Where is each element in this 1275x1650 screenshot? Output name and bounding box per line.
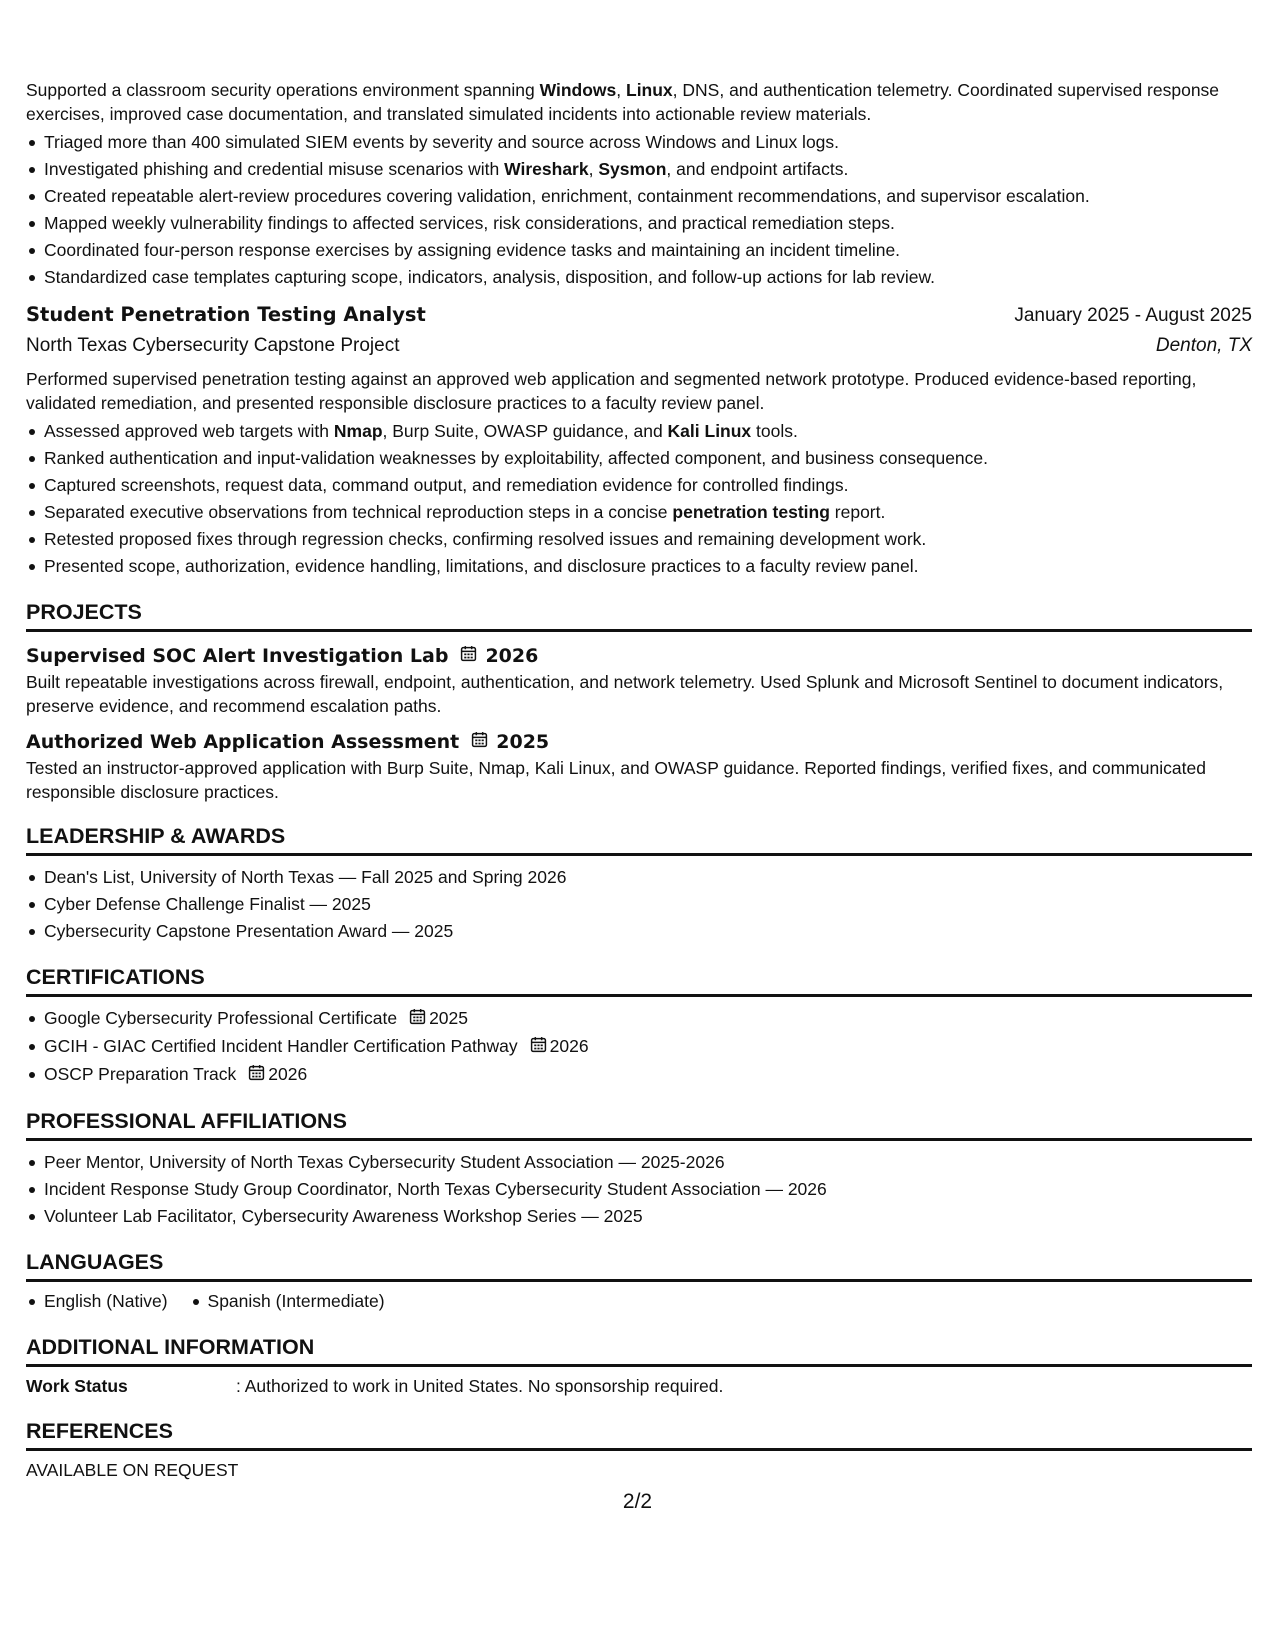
bullet-item bbox=[44, 418, 1252, 445]
text-segment: Triaged more than 400 simulated SIEM events by severity and source across Windows and Linux logs. bbox=[44, 132, 840, 152]
certification-year: 2026 bbox=[268, 1063, 308, 1084]
bullet-item bbox=[44, 526, 1252, 553]
certification-year: 2025 bbox=[429, 1008, 469, 1028]
section-title-additional: ADDITIONAL INFORMATION bbox=[26, 1333, 1252, 1367]
job-location: Denton, TX bbox=[1155, 335, 1252, 356]
list-item: English (Native) bbox=[44, 1288, 168, 1315]
text-segment: Assessed approved web targets with bbox=[44, 421, 334, 441]
bold-keyword: Nmap bbox=[333, 421, 383, 441]
list-item: Spanish (Intermediate) bbox=[208, 1288, 385, 1315]
project-header bbox=[26, 642, 1252, 670]
project-description: Built repeatable investigations across firewall, endpoint, authentication, and network telemetry. Used Splunk and Microsoft Sentinel to document indicators, preserve evidence, and recommend escalation paths. bbox=[26, 672, 1224, 716]
job-organization: North Texas Cybersecurity Capstone Project bbox=[26, 335, 400, 356]
list-item: Peer Mentor, University of North Texas Cybersecurity Student Association — 2025-2026 bbox=[44, 1149, 1252, 1176]
text-segment: Separated executive observations from technical reproduction steps in a concise bbox=[44, 502, 673, 522]
references-text: AVAILABLE ON REQUEST bbox=[26, 1459, 239, 1480]
text-segment: tools. bbox=[751, 421, 798, 441]
bullet-item bbox=[44, 156, 1252, 183]
bullet-item bbox=[44, 445, 1252, 472]
text-segment: , bbox=[616, 80, 626, 100]
job-subheader bbox=[26, 331, 1252, 361]
experience-entry-2 bbox=[26, 300, 1252, 580]
text-segment: Supported a classroom security operations environment spanning bbox=[26, 80, 540, 100]
project-year: 2025 bbox=[496, 731, 550, 753]
project-entry bbox=[26, 642, 1252, 718]
text-segment: Coordinated four-person response exercises by assigning evidence tasks and maintaining an incident timeline. bbox=[44, 240, 901, 260]
calendar-icon bbox=[248, 1062, 265, 1089]
bullet-item bbox=[44, 499, 1252, 526]
list-item: Cyber Defense Challenge Finalist — 2025 bbox=[44, 891, 1252, 918]
bold-keyword: Wireshark bbox=[504, 159, 589, 179]
project-title: Authorized Web Application Assessment bbox=[26, 731, 460, 753]
experience-summary bbox=[26, 78, 1252, 126]
section-title-projects: PROJECTS bbox=[26, 598, 1252, 632]
calendar-icon bbox=[471, 731, 488, 753]
list-item: Incident Response Study Group Coordinator, North Texas Cybersecurity Student Association — 2026 bbox=[44, 1176, 1252, 1203]
resume-page bbox=[26, 78, 1252, 1483]
bullet-item bbox=[44, 553, 1252, 580]
section-title-certifications: CERTIFICATIONS bbox=[26, 963, 1252, 997]
job-header bbox=[26, 300, 1252, 331]
experience-entry-1 bbox=[26, 78, 1252, 291]
page-number: 2/2 bbox=[622, 1490, 653, 1513]
list-item bbox=[44, 1061, 1252, 1089]
project-header bbox=[26, 728, 1252, 756]
text-segment: , Burp Suite, OWASP guidance, and bbox=[382, 421, 668, 441]
work-status-label: Work Status bbox=[26, 1375, 128, 1396]
list-item: Cybersecurity Capstone Presentation Award — 2025 bbox=[44, 918, 1252, 945]
work-status-value: : Authorized to work in United States. No sponsorship required. bbox=[236, 1375, 724, 1396]
text-segment: Retested proposed fixes through regression checks, confirming resolved issues and remaining development work. bbox=[44, 529, 927, 549]
bullet-item bbox=[44, 129, 1252, 156]
list-item: Volunteer Lab Facilitator, Cybersecurity Awareness Workshop Series — 2025 bbox=[44, 1203, 1252, 1230]
work-status-row bbox=[26, 1373, 1252, 1399]
calendar-icon bbox=[409, 1006, 426, 1033]
certification-name: GCIH - GIAC Certified Incident Handler Certification Pathway bbox=[44, 1035, 518, 1056]
certification-name: OSCP Preparation Track bbox=[44, 1063, 237, 1084]
project-title: Supervised SOC Alert Investigation Lab bbox=[26, 645, 449, 667]
text-segment: Mapped weekly vulnerability findings to affected services, risk considerations, and practical remediation steps. bbox=[44, 213, 895, 233]
text-segment: report. bbox=[829, 502, 886, 522]
text-segment: , DNS, and authentication telemetry. Coordinated supervised response exercises, improved case documentation, and translated simulated incidents into actionable review materials. bbox=[26, 80, 1220, 124]
bullet-item bbox=[44, 210, 1252, 237]
languages-list bbox=[26, 1288, 1252, 1315]
list-item: Dean's List, University of North Texas — Fall 2025 and Spring 2026 bbox=[44, 864, 1252, 891]
text-segment: , bbox=[588, 159, 599, 179]
bullet-item bbox=[44, 472, 1252, 499]
affiliations-list bbox=[26, 1149, 1252, 1230]
text-segment: , and endpoint artifacts. bbox=[666, 159, 849, 179]
list-item bbox=[44, 1005, 1252, 1033]
experience-bullets bbox=[26, 418, 1252, 580]
bold-keyword: Linux bbox=[626, 80, 673, 100]
bullet-item bbox=[44, 237, 1252, 264]
text-segment: Performed supervised penetration testing against an approved web application and segmented network prototype. Produced evidence-based reporting, validated remediation, and presented responsible disclosure practices to a faculty review panel. bbox=[26, 369, 1197, 413]
text-segment: Investigated phishing and credential misuse scenarios with bbox=[44, 159, 505, 179]
text-segment: Ranked authentication and input-validation weaknesses by exploitability, affected component, and business consequence. bbox=[44, 448, 989, 468]
project-entry bbox=[26, 728, 1252, 804]
project-description: Tested an instructor-approved application with Burp Suite, Nmap, Kali Linux, and OWASP guidance. Reported findings, verified fixes, and communicated responsible disclosure practices. bbox=[26, 758, 1206, 802]
section-title-leadership: LEADERSHIP & AWARDS bbox=[26, 822, 1252, 856]
text-segment: Created repeatable alert-review procedures covering validation, enrichment, containment recommendations, and supervisor escalation. bbox=[44, 186, 1090, 206]
job-dates: January 2025 - August 2025 bbox=[1014, 305, 1252, 326]
certifications-list bbox=[26, 1005, 1252, 1089]
calendar-icon bbox=[460, 645, 477, 667]
experience-summary bbox=[26, 367, 1252, 415]
job-title: Student Penetration Testing Analyst bbox=[26, 303, 426, 326]
bold-keyword: Sysmon bbox=[598, 159, 667, 179]
section-title-languages: LANGUAGES bbox=[26, 1248, 1252, 1282]
bullet-item bbox=[44, 183, 1252, 210]
experience-bullets bbox=[26, 129, 1252, 291]
list-item bbox=[44, 1033, 1252, 1061]
section-title-affiliations: PROFESSIONAL AFFILIATIONS bbox=[26, 1107, 1252, 1141]
bullet-item bbox=[44, 264, 1252, 291]
certification-year: 2026 bbox=[549, 1035, 589, 1056]
calendar-icon bbox=[530, 1034, 547, 1061]
bold-keyword: Windows bbox=[539, 80, 617, 100]
text-segment: Standardized case templates capturing scope, indicators, analysis, disposition, and follow-up actions for lab review. bbox=[44, 267, 936, 287]
leadership-list bbox=[26, 864, 1252, 945]
project-year: 2026 bbox=[485, 645, 539, 667]
certification-name: Google Cybersecurity Professional Certificate bbox=[44, 1008, 398, 1028]
text-segment: Captured screenshots, request data, command output, and remediation evidence for controlled findings. bbox=[44, 475, 849, 495]
text-segment: Presented scope, authorization, evidence handling, limitations, and disclosure practices to a faculty review panel. bbox=[44, 556, 919, 576]
section-title-references: REFERENCES bbox=[26, 1417, 1252, 1451]
bold-keyword: penetration testing bbox=[672, 502, 830, 522]
bold-keyword: Kali Linux bbox=[667, 421, 752, 441]
